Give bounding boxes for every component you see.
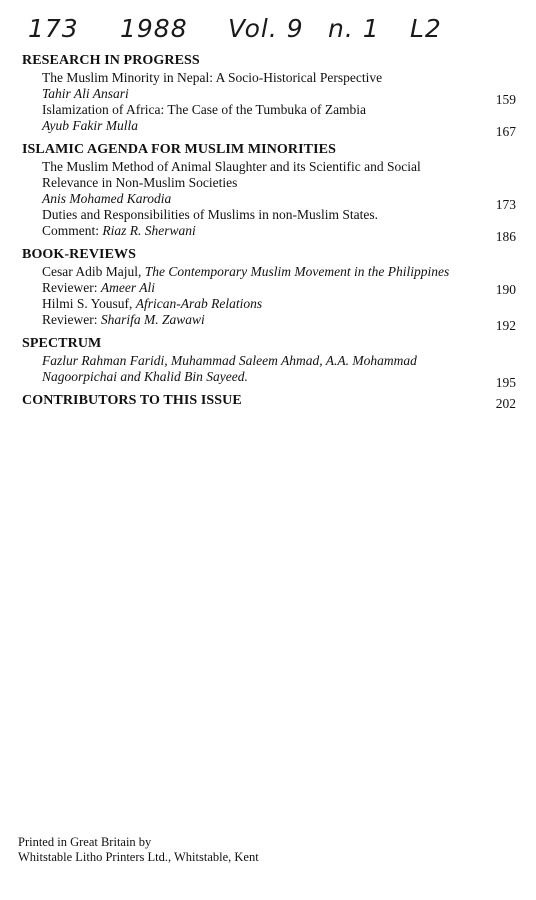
entry-title: The Muslim Minority in Nepal: A Socio-Historical Perspective bbox=[42, 70, 383, 85]
entry-title-line: The Muslim Method of Animal Slaughter and its Scientific and Social bbox=[42, 159, 421, 174]
reviewer-label: Reviewer: bbox=[42, 312, 101, 327]
entry-comment bbox=[42, 223, 196, 239]
entry-author: Ayub Fakir Mulla bbox=[42, 118, 138, 133]
imprint-line: Whitstable Litho Printers Ltd., Whitstable, Kent bbox=[18, 850, 259, 864]
section-islamic-agenda bbox=[22, 141, 516, 244]
spectrum-authors-line: Nagoorpichai and Khalid Bin Sayeed. bbox=[42, 369, 248, 384]
entry-author: Tahir Ali Ansari bbox=[42, 86, 129, 101]
page-number: 202 bbox=[495, 396, 516, 411]
section-heading: ISLAMIC AGENDA FOR MUSLIM MINORITIES bbox=[22, 142, 336, 157]
entry-reviewer-row bbox=[42, 312, 516, 333]
toc-entry bbox=[22, 159, 516, 212]
handwritten-number: 173 bbox=[28, 14, 79, 43]
section-heading: RESEARCH IN PROGRESS bbox=[22, 53, 200, 68]
reviewer-name: Ameer Ali bbox=[100, 280, 155, 295]
entry-author: Riaz R. Sherwani bbox=[102, 223, 196, 238]
page-number: 159 bbox=[495, 92, 516, 107]
section-heading: BOOK-REVIEWS bbox=[22, 247, 136, 262]
toc-entry bbox=[22, 264, 516, 296]
section-heading: CONTRIBUTORS TO THIS ISSUE bbox=[22, 393, 242, 408]
entry-author-row bbox=[42, 118, 516, 139]
toc-entry bbox=[22, 70, 516, 107]
toc-entry bbox=[22, 207, 516, 244]
entry-author-row bbox=[42, 191, 516, 212]
handwritten-volume: Vol. 9 bbox=[228, 14, 304, 43]
spectrum-authors-line: Fazlur Rahman Faridi, Muhammad Saleem Ahmad, A.A. Mohammad bbox=[42, 353, 417, 368]
page-number: 190 bbox=[495, 282, 516, 297]
toc-entry bbox=[22, 296, 516, 333]
book-title: The Contemporary Muslim Movement in the Philippines bbox=[144, 264, 450, 279]
entry-reviewer-row bbox=[42, 280, 516, 296]
section-spectrum bbox=[22, 335, 516, 390]
page-number: 195 bbox=[495, 375, 516, 390]
handwritten-code: L2 bbox=[410, 14, 442, 43]
book-title: African-Arab Relations bbox=[135, 296, 263, 311]
section-research-in-progress bbox=[22, 52, 516, 139]
toc-entry bbox=[22, 102, 516, 139]
section-book-reviews bbox=[22, 246, 516, 333]
spectrum-authors-row bbox=[42, 369, 516, 390]
entry-reviewer bbox=[42, 280, 155, 296]
page-number: 186 bbox=[495, 229, 516, 244]
entry-title: Islamization of Africa: The Case of the Tumbuka of Zambia bbox=[42, 102, 367, 117]
reviewer-label: Reviewer: bbox=[42, 280, 101, 295]
entry-comment-row bbox=[42, 223, 516, 244]
reviewer-name: Sharifa M. Zawawi bbox=[100, 312, 205, 327]
handwritten-year: 1988 bbox=[120, 14, 188, 43]
entry-author-row bbox=[42, 86, 516, 107]
entry-reviewer bbox=[42, 312, 205, 328]
table-of-contents bbox=[22, 52, 516, 410]
review-book bbox=[42, 296, 516, 312]
comment-label: Comment: bbox=[42, 223, 103, 238]
toc-entry bbox=[22, 353, 516, 390]
page-number: 167 bbox=[495, 124, 516, 139]
book-author: Cesar Adib Majul, bbox=[42, 264, 145, 279]
imprint-line: Printed in Great Britain by bbox=[18, 835, 152, 849]
entry-author: Anis Mohamed Karodia bbox=[42, 191, 172, 206]
handwritten-issue: n. 1 bbox=[328, 14, 380, 43]
book-author: Hilmi S. Yousuf, bbox=[42, 296, 136, 311]
review-book bbox=[42, 264, 516, 280]
entry-title-line: Relevance in Non-Muslim Societies bbox=[42, 175, 238, 190]
entry-title: Duties and Responsibilities of Muslims in non-Muslim States. bbox=[42, 207, 379, 222]
page-number: 173 bbox=[495, 197, 516, 212]
section-heading: SPECTRUM bbox=[22, 336, 102, 351]
section-contributors bbox=[22, 392, 516, 410]
printer-imprint bbox=[18, 835, 259, 865]
handwritten-annotation bbox=[28, 14, 488, 54]
page-number: 192 bbox=[495, 318, 516, 333]
